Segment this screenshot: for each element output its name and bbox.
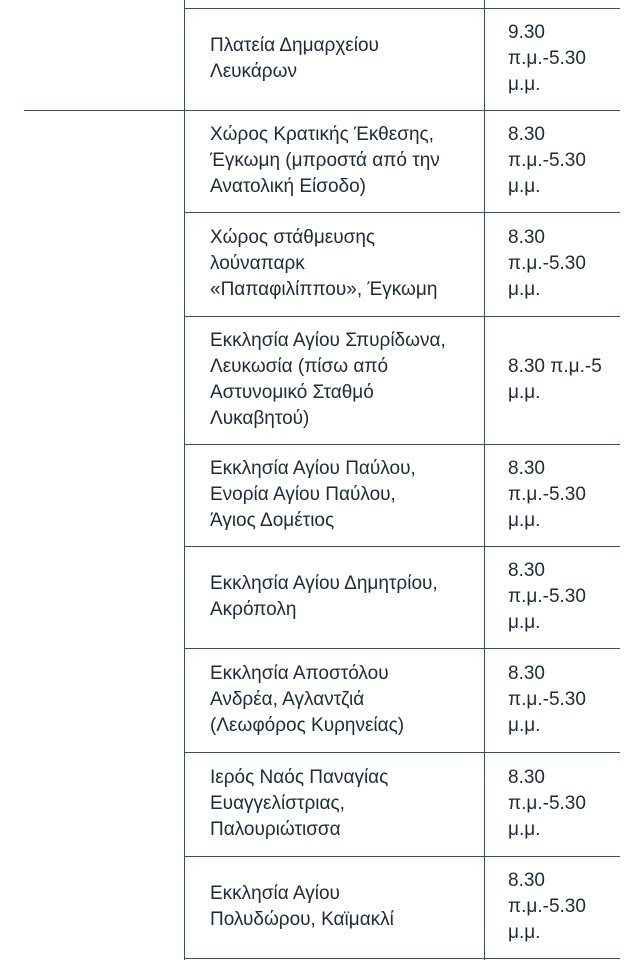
hours-cell: 8.30 π.μ.-5.30 μ.μ. xyxy=(508,124,586,197)
location-cell: Χώρος Κρατικής Έκθεσης, Έγκωμη (μπροστά από την Ανατολική Είσοδο) xyxy=(210,124,440,197)
location-cell: Χώρος στάθμευσης λούναπαρκ «Παπαφιλίππου», Έγκωμη xyxy=(210,227,438,300)
column-divider-right xyxy=(484,0,485,960)
hours-cell: 8.30 π.μ.-5.30 μ.μ. xyxy=(508,458,586,531)
hours-cell: 8.30 π.μ.-5.30 μ.μ. xyxy=(508,560,586,633)
location-cell: Ιερός Ναός Παναγίας Ευαγγελίστριας, Παλουριώτισσα xyxy=(210,767,389,840)
hours-cell: 8.30 π.μ.-5.30 μ.μ. xyxy=(508,663,586,736)
location-cell: Εκκλησία Αγίου Δημητρίου, Ακρόπολη xyxy=(210,573,438,620)
location-cell: Εκκλησία Αγίου Πολυδώρου, Καϊμακλί xyxy=(210,883,394,930)
location-cell: Πλατεία Δημαρχείου Λευκάρων xyxy=(210,35,379,82)
location-cell: Εκκλησία Αγίου Παύλου, Ενορία Αγίου Παύλου, Άγιος Δομέτιος xyxy=(210,458,416,531)
hours-cell: 8.30 π.μ.-5.30 μ.μ. xyxy=(508,767,586,840)
hours-cell: 8.30 π.μ.-5 μ.μ. xyxy=(508,356,602,403)
row-divider xyxy=(184,958,620,959)
hours-cell: 8.30 π.μ.-5.30 μ.μ. xyxy=(508,227,586,300)
location-cell: Εκκλησία Αποστόλου Ανδρέα, Αγλαντζιά (Λεωφόρος Κυρηνείας) xyxy=(210,663,405,736)
location-cell: Εκκλησία Αγίου Σπυρίδωνα, Λευκωσία (πίσω από Αστυνομικό Σταθμό Λυκαβητού) xyxy=(210,330,446,429)
hours-cell: 9.30 π.μ.-5.30 μ.μ. xyxy=(508,22,586,95)
column-divider-left xyxy=(184,0,185,960)
hours-cell: 8.30 π.μ.-5.30 μ.μ. xyxy=(508,870,586,943)
